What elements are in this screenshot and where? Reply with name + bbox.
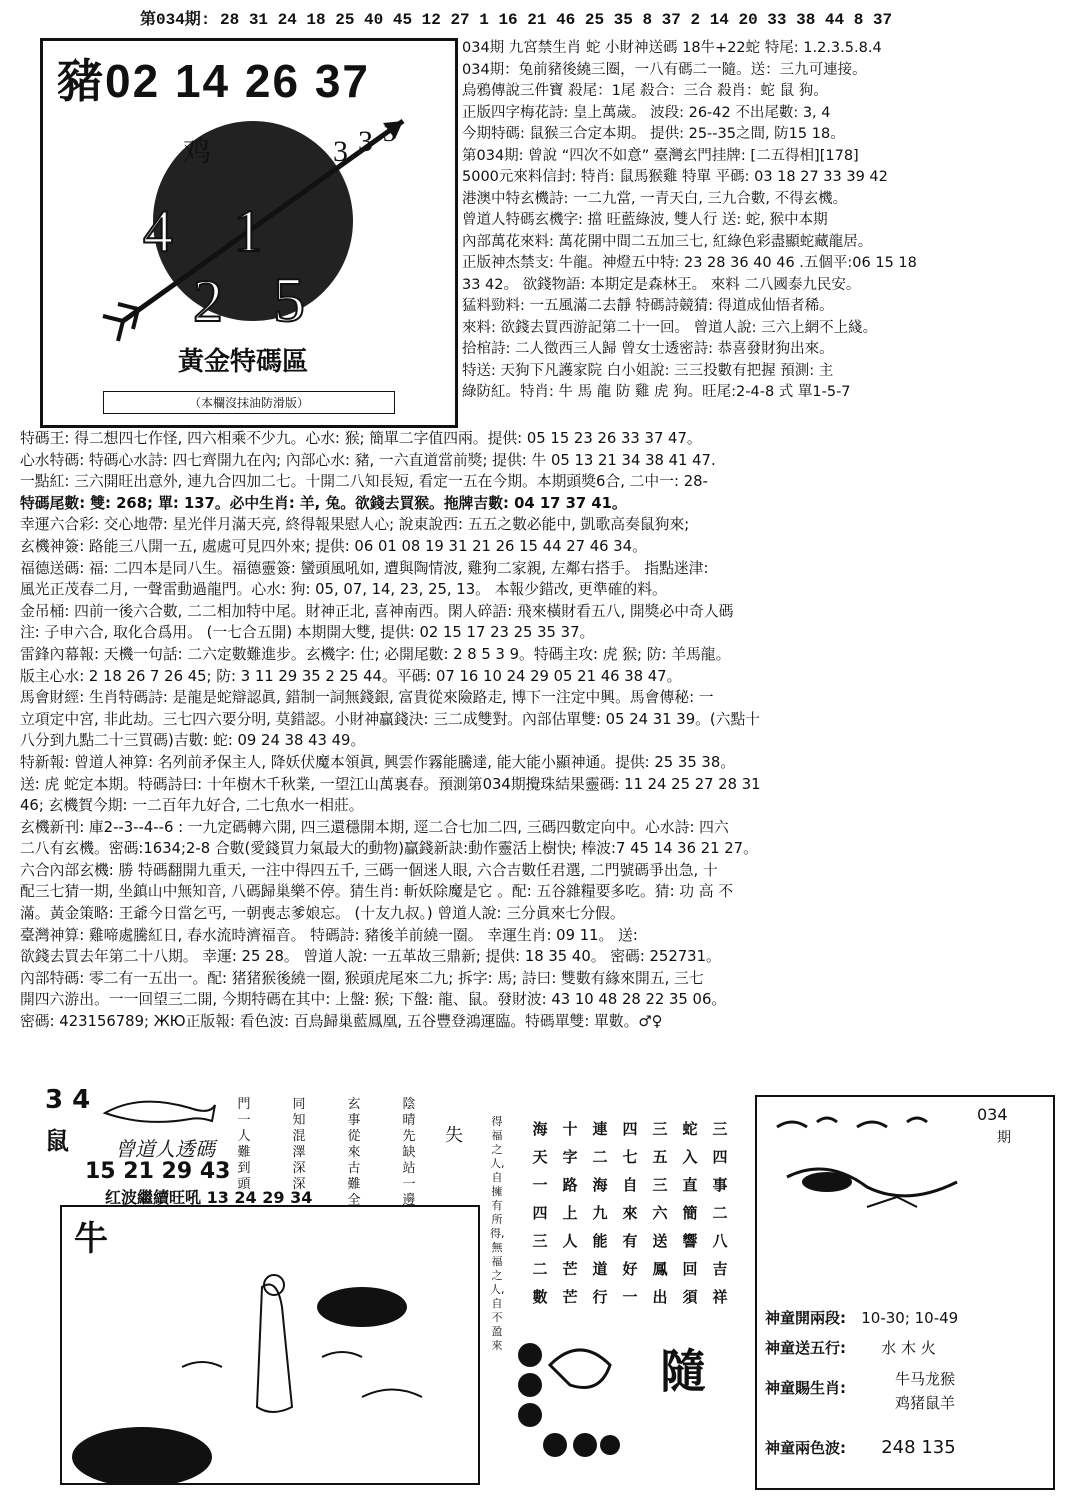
digit-3a: 3 [333, 135, 348, 168]
bl-vcol: 陰晴先缺站一邊 [402, 1097, 416, 1208]
hero-caption: 黃金特碼區 [177, 347, 308, 377]
digit-4: 4 [143, 198, 173, 264]
main-line: 福德送碼: 福: 二四本是同八生。福德靈簽: 蠻頭風吼如, 遭與陶情波, 雞狗二家親, 左鄰右搭手。 指點迷津: [20, 559, 709, 577]
main-line: 幸運六合彩: 交心地帶: 星光伴月滿天亮, 終得報果慰人心; 說東說西: 五五之數必能中, 凱歌高奏鼠狗來; [20, 516, 690, 534]
br-label: 神童賜生肖: [765, 1379, 846, 1397]
right-line: 034期：兔前豬後繞三圈，一八有碼二一隨。送：三九可連接。 [462, 61, 867, 78]
right-line: 港澳中特玄機詩: 一二九當, 一青天白, 三九合數, 不得玄機。 [462, 190, 848, 207]
main-line: 金吊桶: 四前一後六合數, 二二相加特中尾。財神正北, 喜神南西。閑人碎語: 飛來橫財看五八, 開獎必中奇人碼 [20, 602, 734, 620]
right-line: 拾棺詩: 二人徵西三人歸 曾女士透密詩: 恭喜發財狗出來。 [462, 341, 834, 357]
right-line: 今期特碼: 鼠猴三合定本期。 提供: 25--35之間, 防15 18。 [462, 126, 845, 142]
main-line: 特碼王: 得二想四七作怪, 四六相乘不少九。心水: 猴; 簡單二字值四兩。提供: 05 15 23 26 33 37 47。 [20, 430, 702, 447]
br-value: 10-30; 10-49 [861, 1309, 959, 1327]
poem-column: 四七自來有好一 [622, 1120, 638, 1306]
main-line: 玄機神簽: 路能三八開一五, 處處可見四外來; 提供: 06 01 08 19 31 21 26 15 44 27 46 34。 [20, 537, 647, 555]
right-column [462, 38, 1062, 404]
hero-graphic [83, 101, 443, 351]
right-line: 內部萬花來料: 萬花開中間二五加三七, 紅綠色彩盡顯蛇藏龍居。 [462, 233, 873, 250]
br-row [765, 1307, 958, 1328]
br-value: 水 木 火 [881, 1339, 936, 1357]
br-period: 期 [997, 1130, 1011, 1146]
bl-numbers: 15 21 29 43 [85, 1159, 231, 1184]
bl-vcols [235, 1097, 435, 1208]
lady-illustration [62, 1247, 478, 1483]
digit-1: 1 [233, 198, 263, 264]
right-line: 正版神杰禁支: 牛龍。神燈五中特: 23 28 36 40 46 .五個平:06 15 18 [462, 255, 917, 271]
right-line: 來料: 欲錢去買西游記第二十一回。 曾道人說: 三六上網不上綫。 [462, 319, 878, 336]
main-line: 六合內部玄機: 勝 特碼翻開九重天, 一注中得四五千, 三碼一個迷人眼, 六合吉數任君選, 二門號碼爭出急, 十 [20, 861, 718, 879]
right-line: 正版四字梅花詩: 皇上萬歲。 波段: 26-42 不出尾數: 3, 4 [462, 104, 831, 121]
bm-poem [530, 1115, 740, 1315]
br-value: 248 135 [881, 1437, 956, 1458]
br-label: 神童送五行: [765, 1339, 846, 1357]
issue-header: 第034期: 28 31 24 18 25 40 45 12 27 1 16 21 46 25 35 8 37 2 14 20 33 38 44 8 37 [140, 11, 893, 29]
main-line: 特新報: 曾道人神算: 名列前矛保主人, 降妖伏魔本領眞, 興雲作霧能騰達, 能大能小顯神通。提供: 25 35 38。 [20, 753, 736, 771]
br-label: 神童開兩段: [765, 1309, 846, 1327]
br-row [765, 1437, 956, 1458]
poem-column: 三四事二八吉祥 [712, 1120, 728, 1306]
poem-column: 海天一四三二數 [532, 1120, 548, 1306]
arrow-feather [103, 304, 138, 341]
main-line: 臺灣神算: 雞啼處騰紅日, 春水流時濟福音。 特碼詩: 豬後羊前繞一圈。 幸運生肖: 09 11。 送: [20, 926, 638, 944]
main-line: 內部特碼: 零二有一五出一。配: 猪猪猴後繞一圈, 猴頭虎尾來二九; 拆字: 馬; 詩曰: 雙數有緣來開五, 三七 [20, 969, 704, 987]
br-title: 034 [977, 1105, 1008, 1124]
bl-picture-frame [60, 1205, 480, 1485]
bl-wave: 红波繼續旺吼 13 24 29 34 [105, 1188, 313, 1207]
right-line: 特送: 天狗下凡護家院 白小姐說: 三三投數有把握 預測: 主 [462, 362, 834, 379]
bl-zodiac: 鼠 [45, 1127, 69, 1155]
right-line: 曾道人特碼玄機字: 擋 旺藍綠波, 雙人行 送: 蛇, 猴中本期 [462, 212, 828, 228]
main-line: 一點紅: 三六開旺出意外, 連九合四加二七。十開二八知長短, 看定一五在今期。本期頭獎6合, 二中一: 28- [20, 473, 708, 491]
main-line: 玄機新刊: 庫2--3--4--6 : 一九定碼轉六開, 四三還穩開本期, 逕二合七加二四, 三碼四數定向中。心水詩: 四六 [20, 818, 729, 836]
main-line: 立項定中宮, 非此劫。三七四六要分明, 莫錯認。小財神贏錢決: 三二成雙對。內部估單雙: 05 24 31 39。(六點十 [20, 710, 761, 728]
bl-title: 曾道人透碼 [115, 1137, 215, 1161]
bl-vcol: 門一人難到頭 [237, 1097, 251, 1192]
bottom-middle-panel [490, 1105, 750, 1485]
bottom-left-panel [45, 1085, 485, 1490]
poem-column: 十字路上人芒芒 [562, 1120, 578, 1306]
br-illustration [767, 1107, 977, 1227]
fish-icon [100, 1093, 220, 1127]
digit-3c: 3 [383, 118, 396, 147]
side-char: 鸡 [183, 135, 212, 168]
right-line: 第034期: 曾說 “四次不如意” 臺灣玄門挂牌: [二五得相][178] [462, 147, 859, 164]
main-line: 開四六游出。一一回望三二開, 今期特碼在其中: 上盤: 猴; 下盤: 龍、鼠。發財波: 43 10 48 28 22 35 06。 [20, 991, 727, 1009]
main-line: 密碼: 423156789; ЖЮ正版報: 看色波: 百鳥歸巢藍鳳凰, 五谷豐登鴻運臨。特碼單雙: 單數。♂♀ [20, 1013, 663, 1031]
hero-numbers: 豬02 14 26 37 [57, 55, 371, 107]
right-line: 5000元來料信封: 特肖: 鼠馬猴雞 特單 平碼: 03 18 27 33 39 42 [462, 169, 888, 185]
main-line: 46; 玄機賀今期: 一二百年九好合, 二七魚水一相莊。 [20, 797, 364, 815]
br-row [765, 1337, 936, 1358]
digit-5: 5 [273, 264, 305, 335]
main-line: 心水特碼: 特碼心水詩: 四七齊開九在內; 內部心水: 豬, 一六直道當前獎; 提供: 牛 05 13 21 34 38 41 47. [20, 451, 716, 469]
right-line: 綠防紅。特肖: 牛 馬 龍 防 雞 虎 狗。旺尾:2-4-8 式 單1-5-7 [462, 384, 851, 400]
bm-side-text: 得福之人, 自擁有所得, 無福之人, 自不盈來 [490, 1115, 505, 1352]
right-line: 034期 九宮禁生肖 蛇 小財神送碼 18牛+22蛇 特尾: 1.2.3.5.8.4 [462, 40, 882, 56]
main-line: 特碼尾數: 雙: 268; 單: 137。必中生肖: 羊, 兔。欲錢去買猴。拖牌吉數: 04 17 37 41。 [20, 494, 627, 512]
main-line: 八分到九點二十三買碼)吉數: 蛇: 09 24 38 43 49。 [20, 732, 366, 750]
main-line: 滿。黃金策略: 王爺今日當乞丐, 一朝喪志爹娘忘。 (十友九叔。) 曾道人說: 三分眞來七分假。 [20, 905, 625, 923]
bl-zodiac2: 牛 [74, 1219, 108, 1259]
main-text [20, 428, 1060, 1033]
digit-3b: 3 [358, 125, 373, 158]
main-line: 風光正茂春二月, 一聲雷動過龍門。心水: 狗: 05, 07, 14, 23, 25, 13。 本報少錯改, 更準確的料。 [20, 581, 667, 599]
bl-vcol: 同知混澤深深 [292, 1097, 306, 1192]
main-line: 送: 虎 蛇定本期。特碼詩曰: 十年樹木千秋業, 一望江山萬裏春。預測第034期攪珠結果靈碼: 11 24 25 27 28 31 [20, 775, 761, 793]
main-line: 配三七猜一期, 坐鎮山中無知音, 八碼歸巢樂不停。猜生肖: 斬妖除魔是它 。配: 五谷雜糧要多吃。猜: 功 高 不 [20, 883, 734, 901]
bl-vcol: 玄事從來古難全 [347, 1097, 361, 1208]
br-value: 牛马龙猴 鸡猪鼠羊 [895, 1370, 956, 1412]
hero-sub: （本欄沒抹油防滑版） [103, 391, 395, 414]
bl-number: 3 4 [45, 1085, 91, 1115]
main-line: 馬會財經: 生肖特碼詩: 是龍是蛇辯認眞, 錯制一詞無錢銀, 富貴從來險路走, 博下一注定中興。馬會傳秘: 一 [20, 689, 714, 707]
br-row [765, 1370, 956, 1412]
main-line: 注: 子申六合, 取化合爲用。 (一七合五開) 本期開大雙, 提供: 02 15 17 23 25 35 37。 [20, 624, 595, 642]
coins-icon [510, 1325, 620, 1465]
digit-2: 2 [193, 268, 223, 334]
br-label: 神童兩色波: [765, 1439, 846, 1457]
hero-box [40, 38, 458, 428]
bottom-right-panel [755, 1095, 1055, 1490]
main-line: 雷鋒內幕報: 天機一句話: 二六定數難進步。玄機字: 仕; 必開尾數: 2 8 5 3 9。特碼主攻: 虎 猴; 防: 羊馬龍。 [20, 645, 731, 663]
right-line: 33 42。 欲錢物語: 本期定是森林王。 來料 二八國泰九民安。 [462, 276, 861, 293]
bl-lost: 失 [445, 1125, 463, 1146]
right-line: 猛料勁料: 一五風滿二去靜 特碼詩競猜: 得道成仙悟者稀。 [462, 298, 834, 314]
poem-column: 連二海九能道行 [592, 1120, 608, 1306]
bm-seal: 隨 [660, 1344, 706, 1398]
main-line: 版主心水: 2 18 26 7 26 45; 防: 3 11 29 35 2 25 44。平碼: 07 16 10 24 29 05 21 46 38 47。 [20, 667, 682, 685]
poem-column: 蛇入直簡響回須 [682, 1120, 698, 1306]
right-line: 烏鴉傳說三件寶 殺尾：1尾 殺合：三合 殺肖：蛇 鼠 狗。 [462, 83, 828, 99]
poem-column: 三五三六送鳳出 [652, 1120, 668, 1306]
main-line: 欲錢去買去年第二十八期。 幸運: 25 28。 曾道人說: 一五革故三鼎新; 提供: 18 35 40。 密碼: 252731。 [20, 948, 721, 966]
main-line: 二八有玄機。密碼:1634;2-8 合數(愛錢買力氣最大的動物)贏錢新訣:動作靈活上樹快; 棒波:7 45 14 36 21 27。 [20, 840, 758, 858]
